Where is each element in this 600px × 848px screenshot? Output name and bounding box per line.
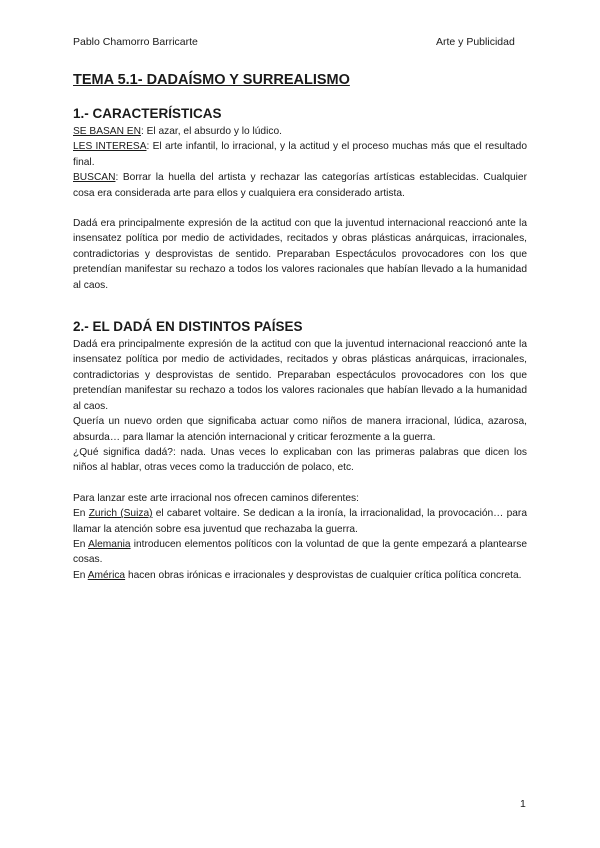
america-line (73, 568, 527, 583)
alemania-text: introducen elementos políticos con la voluntad de que la gente empezará a plantearse cosas. (73, 538, 527, 566)
america-text: hacen obras irónicas e irracionales y desprovistas de cualquier crítica política concreta. (125, 569, 522, 581)
buscan-line (73, 170, 527, 201)
interesa-label: LES INTERESA (73, 141, 147, 153)
interesa-line (73, 139, 527, 170)
buscan-label: BUSCAN (73, 172, 116, 184)
section2-heading: 2.- EL DADÁ EN DISTINTOS PAÍSES (73, 319, 303, 335)
section2-paragraph4: Para lanzar este arte irracional nos ofrecen caminos diferentes: (73, 492, 359, 504)
header-author: Pablo Chamorro Barricarte (73, 36, 198, 48)
alemania-line (73, 537, 527, 568)
section2-paragraph3: ¿Qué significa dadá?: nada. Unas veces lo explicaban con las primeras palabras que dicen los niños al hablar, otras veces como la traducción de polaco, etc. (73, 446, 527, 474)
section1-heading: 1.- CARACTERÍSTICAS (73, 106, 222, 121)
header-subject: Arte y Publicidad (436, 36, 515, 48)
interesa-text: : El arte infantil, lo irracional, y la actitud y el proceso muchas más que el resultado final. (73, 141, 527, 168)
document-title: TEMA 5.1- DADAÍSMO Y SURREALISMO (73, 72, 350, 88)
basan-text: : El azar, el absurdo y lo lúdico. (140, 126, 282, 137)
document-body (73, 70, 527, 583)
zurich-link: Zurich (Suiza) (88, 508, 153, 520)
zurich-line (73, 506, 527, 537)
america-link: América (87, 569, 126, 581)
basan-line (73, 124, 527, 139)
alemania-pre: En (73, 538, 89, 550)
basan-label: SE BASAN EN (73, 126, 141, 137)
zurich-pre: En (73, 508, 89, 520)
section2-paragraph1: Dadá era principalmente expresión de la actitud con que la juventud internacional reaccionó ante la insensatez política por medio de actividades, recitados y obras plásticas anárquicas, irracionales, contradictorias y desprovistas de sentido. Preparaban espectáculos provocadores con los que pretendían manifestar su rechazo a todos los valores racionales que habían llevado a la humanidad al caos. (73, 339, 527, 412)
section1-paragraph: Dadá era principalmente expresión de la actitud con que la juventud internacional reaccionó ante la insensatez política por medio de actividades, recitados y obras plásticas anárquicas, irracionales, contradictorias y desprovistas de sentido. Preparaban Espectáculos provocadores con los que pretendían manifestar su rechazo a todos los valores racionales que habían llevado a la humanidad al caos. (73, 218, 527, 291)
page-number: 1 (520, 798, 526, 810)
america-pre: En (73, 569, 88, 581)
section2-paragraph2: Quería un nuevo orden que significaba actuar como niños de manera irracional, lúdica, azarosa, absurda… para llamar la atención internacional y criticar ferozmente a la guerra. (73, 416, 527, 443)
alemania-link: Alemania (88, 538, 131, 550)
buscan-text: : Borrar la huella del artista y rechazar las categorías artísticas establecidas. Cualquier cosa era considerada arte para ellos y cualquiera era considerado artista. (73, 172, 527, 199)
zurich-text: el cabaret voltaire. Se dedican a la ironía, la irracionalidad, la provocación… para llamar la atención sobre esa juventud que rechazaba la guerra. (73, 508, 527, 535)
